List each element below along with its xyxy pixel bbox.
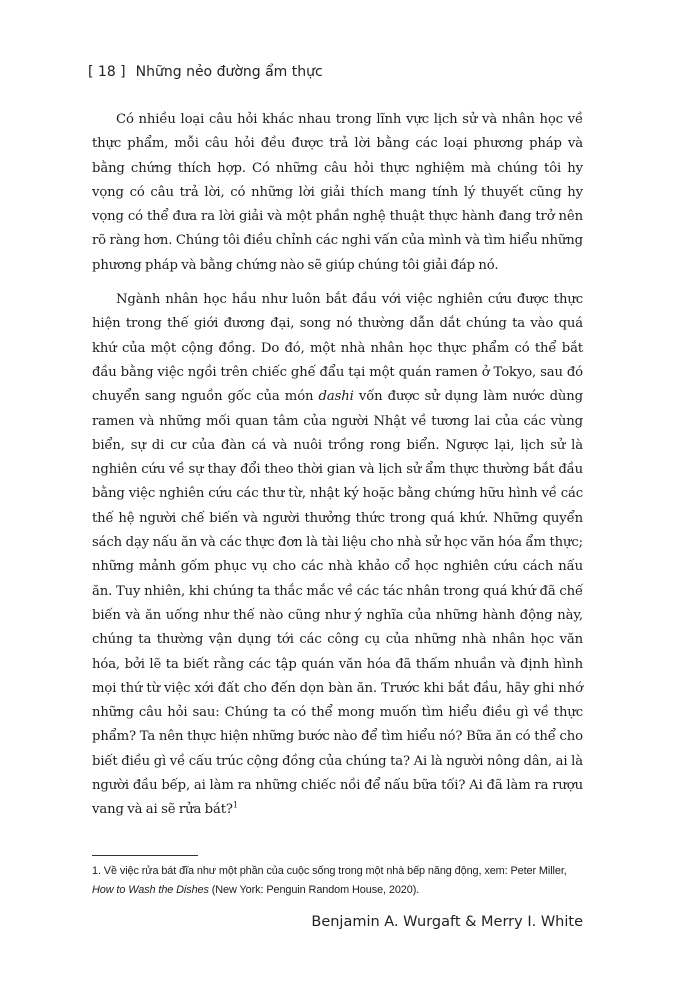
running-foot-authors: Benjamin A. Wurgaft & Merry I. White — [311, 914, 583, 930]
footnote-divider — [92, 855, 198, 856]
footnote-book-title: How to Wash the Dishes — [92, 884, 209, 896]
footnote-text-b: (New York: Penguin Random House, 2020). — [208, 884, 420, 896]
footnote — [92, 862, 583, 900]
paragraph-2 — [92, 288, 583, 823]
body-text — [92, 108, 583, 833]
footnote-reference: 1 — [232, 800, 238, 810]
footnote-text-a: 1. Về việc rửa bát đĩa như một phần của cuộc sống trong một nhà bếp năng động, xem: Peter Miller, — [92, 865, 567, 877]
paragraph-2-part-b: vốn được sử dụng làm nước dùng ramen và những mối quan tâm của người Nhật về tương lai của các vùng biển, sự di cư của đàn cá và nuôi trồng rong biển. Ngược lại, lịch sử là nghiên cứu về sự thay đổi theo thời gian và lịch sử ẩm thực thường bắt đầu bằng việc nghiên cứu các thư từ, nhật ký hoặc bằng chứng hữu hình về các thế hệ người chế biến và người thưởng thức trong quá khứ. Những quyển sách dạy nấu ăn và các thực đơn là tài liệu cho nhà sử học văn hóa ẩm thực; những mảnh gốm phục vụ cho các nhà khảo cổ học nghiên cứu cách nấu ăn. Tuy nhiên, khi chúng ta thắc mắc về các tác nhân trong quá khứ đã chế biến và ăn uống như thế nào cũng như ý nghĩa của những hành động này, chúng ta thường vận dụng tới các công cụ của những nhà nhân học văn hóa, bởi lẽ ta biết rằng các tập quán văn hóa đã thấm nhuần và định hình mọi thứ từ việc xới đất cho đến dọn bàn ăn. Trước khi bắt đầu, hãy ghi nhớ những câu hỏi sau: Chúng ta có thể mong muốn tìm hiểu điều gì về thực phẩm? Ta nên thực hiện những bước nào để tìm hiểu nó? Bữa ăn có thể cho biết điều gì về cấu trúc cộng đồng của chúng ta? Ai là người nông dân, ai là người đầu bếp, ai làm ra những chiếc nồi để nấu bữa tối? Ai đã làm ra rượu vang và ai sẽ rửa bát? — [92, 389, 583, 818]
running-head — [88, 64, 323, 80]
page-number: [ 18 ] — [88, 64, 126, 80]
paragraph-1: Có nhiều loại câu hỏi khác nhau trong lĩnh vực lịch sử và nhân học về thực phẩm, mỗi câu hỏi đều được trả lời bằng các loại phương pháp và bằng chứng thích hợp. Có những câu hỏi thực nghiệm mà chúng tôi hy vọng có câu trả lời, có những lời giải thích mang tính lý thuyết cũng hy vọng có thể đưa ra lời giải và một phần nghệ thuật thực hành đang trở nên rõ ràng hơn. Chúng tôi điều chỉnh các nghi vấn của mình và tìm hiểu những phương pháp và bằng chứng nào sẽ giúp chúng tôi giải đáp nó. — [92, 112, 583, 273]
italic-term: dashi — [318, 389, 354, 405]
book-title: Những nẻo đường ẩm thực — [135, 64, 323, 80]
paragraph-2-part-a: Ngành nhân học hầu như luôn bắt đầu với việc nghiên cứu được thực hiện trong thế giới đương đại, song nó thường dẫn dắt chúng ta vào quá khứ của một cộng đồng. Do đó, một nhà nhân học thực phẩm có thể bắt đầu bằng việc ngồi trên chiếc ghế đẩu tại một quán ramen ở Tokyo, sau đó chuyển sang nguồn gốc của món — [92, 292, 583, 405]
